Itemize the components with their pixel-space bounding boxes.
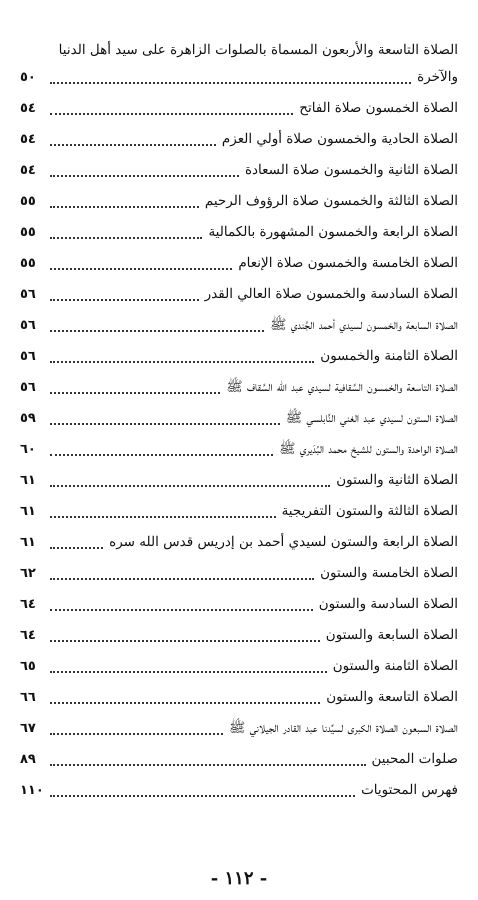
toc-entry [20, 62, 458, 93]
dot-leader [50, 454, 273, 456]
toc-entry [20, 279, 458, 310]
toc-entry-title: الصلاة الحادية والخمسون صلاة أولي العزم [221, 131, 458, 147]
dot-leader [50, 392, 220, 394]
toc-entry-page-number: ٥٦ [20, 380, 36, 395]
dot-leader [50, 268, 232, 270]
toc-entry-page-number: ٥٠ [20, 70, 36, 85]
toc-entry-title: الصلاة الستون لسيدي عبد الغني النَّابلسي ﷺ [285, 410, 458, 426]
toc-entry-title: الصلاة الثالثة والستون التفريجية [281, 503, 458, 519]
toc-entry-page-number: ٦٥ [20, 659, 36, 674]
dot-leader [50, 485, 330, 487]
toc-entry [20, 155, 458, 186]
toc-entry [20, 124, 458, 155]
toc-entry-title: فهرس المحتويات [361, 782, 458, 798]
toc-entry-page-number: ٦٦ [20, 690, 36, 705]
toc-entry-page-number: ٥٤ [20, 101, 36, 116]
toc-entry [20, 186, 458, 217]
toc-entry [20, 682, 458, 713]
toc-entry-page-number: ١١٠ [20, 783, 44, 798]
toc-entries-list [20, 62, 458, 806]
toc-entry-page-number: ٥٦ [20, 287, 36, 302]
toc-entry [20, 93, 458, 124]
dot-leader [50, 113, 293, 115]
toc-entry-title: الصلاة الخامسة والخمسون صلاة الإنعام [238, 255, 458, 271]
dot-leader [50, 609, 313, 611]
dot-leader [50, 795, 355, 797]
toc-entry-page-number: ٦٧ [20, 721, 36, 736]
toc-entry-title: الصلاة السادسة والستون [318, 596, 458, 612]
toc-entry-page-number: ٥٥ [20, 194, 36, 209]
toc-entry-title: الصلاة السابعة والستون [325, 627, 458, 643]
toc-entry [20, 217, 458, 248]
toc-entry [20, 403, 458, 434]
toc-entry [20, 496, 458, 527]
dot-leader [50, 733, 223, 735]
dot-leader [50, 516, 276, 518]
dot-leader [50, 671, 327, 673]
toc-entry [20, 310, 458, 341]
toc-entry-page-number: ٦٤ [20, 628, 36, 643]
dot-leader [50, 702, 320, 704]
toc-entry [20, 744, 458, 775]
toc-entry-title: الصلاة الثالثة والخمسون صلاة الرؤوف الرحيم [204, 193, 458, 209]
dot-leader [50, 764, 366, 766]
toc-entry-title: الصلاة السادسة والخمسون صلاة العالي القدر [204, 286, 458, 302]
toc-entry-page-number: ٥٤ [20, 163, 36, 178]
toc-entry [20, 620, 458, 651]
toc-entry-page-number: ٥٥ [20, 225, 36, 240]
toc-entry-page-number: ٥٦ [20, 349, 36, 364]
dot-leader [50, 330, 264, 332]
dot-leader [50, 640, 320, 642]
toc-entry-page-number: ٥٥ [20, 256, 36, 271]
toc-entry [20, 713, 458, 744]
dot-leader [50, 144, 216, 146]
dot-leader [50, 361, 314, 363]
toc-entry-title: الصلاة الرابعة والخمسون المشهورة بالكمالية [208, 224, 458, 240]
toc-entry-page-number: ٦١ [20, 535, 36, 550]
toc-entry [20, 248, 458, 279]
toc-entry-page-number: ٨٩ [20, 752, 36, 767]
toc-entry [20, 651, 458, 682]
toc-entry-title: الصلاة الخامسة والستون [320, 565, 458, 581]
toc-entry [20, 527, 458, 558]
table-of-contents [20, 38, 458, 806]
toc-entry-title: الصلاة الثامنة والستون [332, 658, 458, 674]
toc-entry-page-number: ٦١ [20, 473, 36, 488]
dot-leader [50, 299, 199, 301]
toc-entry-title: الصلاة التاسعة والخمسون السَّقافية لسيدي عبد الله السَّقاف ﷺ [226, 379, 458, 395]
toc-entry-title: الصلاة الخمسون صلاة الفاتح [299, 100, 458, 116]
toc-entry-page-number: ٥٦ [20, 318, 36, 333]
toc-entry-page-number: ٦٢ [20, 566, 36, 581]
toc-entry-title: صلوات المحبين [371, 751, 458, 767]
toc-entry [20, 372, 458, 403]
toc-entry [20, 434, 458, 465]
toc-entry-title: والآخرة [417, 69, 458, 85]
toc-entry-title: الصلاة الواحدة والستون للشيخ محمد البُدَيري ﷺ [279, 441, 458, 457]
toc-intro-line [20, 38, 458, 62]
toc-entry-title: الصلاة التاسعة والأربعون المسماة بالصلوات الزاهرة على سيد أهل الدنيا [58, 42, 458, 58]
toc-entry [20, 589, 458, 620]
toc-entry-title: الصلاة الثامنة والخمسون [320, 348, 458, 364]
toc-entry-title: الصلاة الرابعة والستون لسيدي أحمد بن إدريس قدس الله سره [109, 534, 458, 550]
dot-leader [50, 423, 280, 425]
toc-entry-page-number: ٦١ [20, 504, 36, 519]
dot-leader [50, 578, 314, 580]
toc-entry [20, 775, 458, 806]
toc-entry-page-number: ٦٠ [20, 442, 36, 457]
dot-leader [50, 547, 103, 549]
toc-entry-page-number: ٥٩ [20, 411, 36, 426]
dot-leader [50, 175, 239, 177]
toc-entry-title: الصلاة الثانية والخمسون صلاة السعادة [244, 162, 458, 178]
toc-entry-page-number: ٥٤ [20, 132, 36, 147]
dot-leader [50, 237, 202, 239]
toc-entry-title: الصلاة السابعة والخمسون لسيدي أحمد الجُندي ﷺ [270, 317, 458, 333]
toc-entry-title: الصلاة الثانية والستون [336, 472, 458, 488]
toc-entry-page-number: ٦٤ [20, 597, 36, 612]
toc-entry-title: الصلاة السبعون الصلاة الكبرى لسيِّدنا عبد القادر الجيلاني ﷺ [229, 720, 458, 736]
toc-entry [20, 465, 458, 496]
toc-entry [20, 558, 458, 589]
page-number-footer: - ١١٢ - [210, 868, 268, 889]
dot-leader [50, 206, 199, 208]
toc-entry [20, 341, 458, 372]
toc-entry-title: الصلاة التاسعة والستون [326, 689, 458, 705]
dot-leader [50, 82, 411, 84]
